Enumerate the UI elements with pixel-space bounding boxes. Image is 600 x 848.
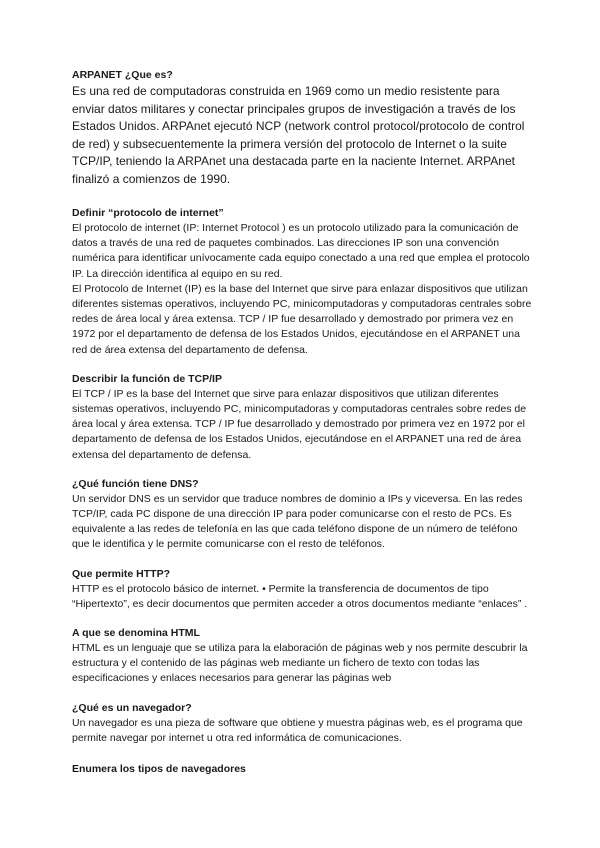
section-heading: ARPANET ¿Que es? bbox=[72, 69, 173, 81]
section-http bbox=[72, 567, 532, 612]
section-heading: ¿Qué es un navegador? bbox=[72, 701, 192, 714]
section-heading: Describir la función de TCP/IP bbox=[72, 372, 222, 385]
section-paragraph: El Protocolo de Internet (IP) es la base del Internet que sirve para enlazar dispositivos que utilizan diferentes sistemas operativos, incluyendo PC, minicomputadoras y computadoras centrales sobre redes de área local y área extensa. TCP / IP fue desarrollado y demostrado por primera vez en 1972 por el departamento de defensa de los Estados Unidos, ejecutándose en el ARPANET una red de área extensa del departamento de defensa. bbox=[72, 282, 532, 356]
section-paragraph: Un navegador es una pieza de software que obtiene y muestra páginas web, es el programa que permite navegar por internet u otra red informática de comunicaciones. bbox=[72, 716, 523, 744]
section-html bbox=[72, 626, 532, 687]
section-paragraph: HTTP es el protocolo básico de internet. • Permite la transferencia de documentos de tipo “Hipertexto”, es decir documentos que permiten acceder a otros documentos mediante “enlaces” . bbox=[72, 582, 528, 610]
section-paragraph: Un servidor DNS es un servidor que traduce nombres de dominio a IPs y viceversa. En las redes TCP/IP, cada PC dispone de una dirección IP para poder comunicarse con el resto de PCs. Es equivalente a las redes de telefonía en las que cada teléfono dispone de un número de teléfono que le identifica y le permite comunicarse con el resto de teléfonos. bbox=[72, 492, 523, 551]
section-paragraph: El TCP / IP es la base del Internet que sirve para enlazar dispositivos que utilizan diferentes sistemas operativos, incluyendo PC, minicomputadoras y computadoras centrales sobre redes de área local y área extensa. TCP / IP fue desarrollado y demostrado por primera vez en 1972 por el departamento de defensa de los Estados Unidos, ejecutándose en el ARPANET una red de área extensa del departamento de defensa. bbox=[72, 387, 527, 461]
document-page bbox=[72, 68, 532, 777]
section-dns bbox=[72, 477, 532, 553]
section-paragraph: El protocolo de internet (IP: Internet Protocol ) es un protocolo utilizado para la comunicación de datos a través de una red de paquetes combinados. Las direcciones IP son una convención numérica para identificar unívocamente cada equipo conectado a una red que emplea el protocolo IP. La dirección identifica al equipo en su red. bbox=[72, 222, 530, 280]
section-protocolo-internet bbox=[72, 206, 532, 358]
section-heading: Enumera los tipos de navegadores bbox=[72, 763, 246, 776]
section-arpanet bbox=[72, 68, 532, 188]
section-heading: A que se denomina HTML bbox=[72, 627, 200, 640]
section-paragraph: Es una red de computadoras construida en 1969 como un medio resistente para enviar datos militares y conectar principales grupos de investigación a través de los Estados Unidos. ARPAnet ejecutó NCP (network control protocol/protocolo de control de red) y subsecuentemente la primera versión del protocolo de Internet o la suite TCP/IP, teniendo la ARPAnet una destacada parte en la naciente Internet. ARPAnet finalizó a comienzos de 1990. bbox=[72, 84, 525, 186]
section-tcp-ip bbox=[72, 372, 532, 463]
section-heading: ¿Qué función tiene DNS? bbox=[72, 477, 199, 490]
section-heading: Definir “protocolo de internet” bbox=[72, 207, 224, 219]
section-tipos-navegadores bbox=[72, 762, 532, 777]
section-heading: Que permite HTTP? bbox=[72, 567, 171, 580]
section-navegador bbox=[72, 701, 532, 746]
section-paragraph: HTML es un lenguaje que se utiliza para la elaboración de páginas web y nos permite descubrir la estructura y el contenido de las páginas web mediante un fichero de texto con todas las especificaciones y enlaces necesarios para generar las páginas web bbox=[72, 642, 528, 685]
